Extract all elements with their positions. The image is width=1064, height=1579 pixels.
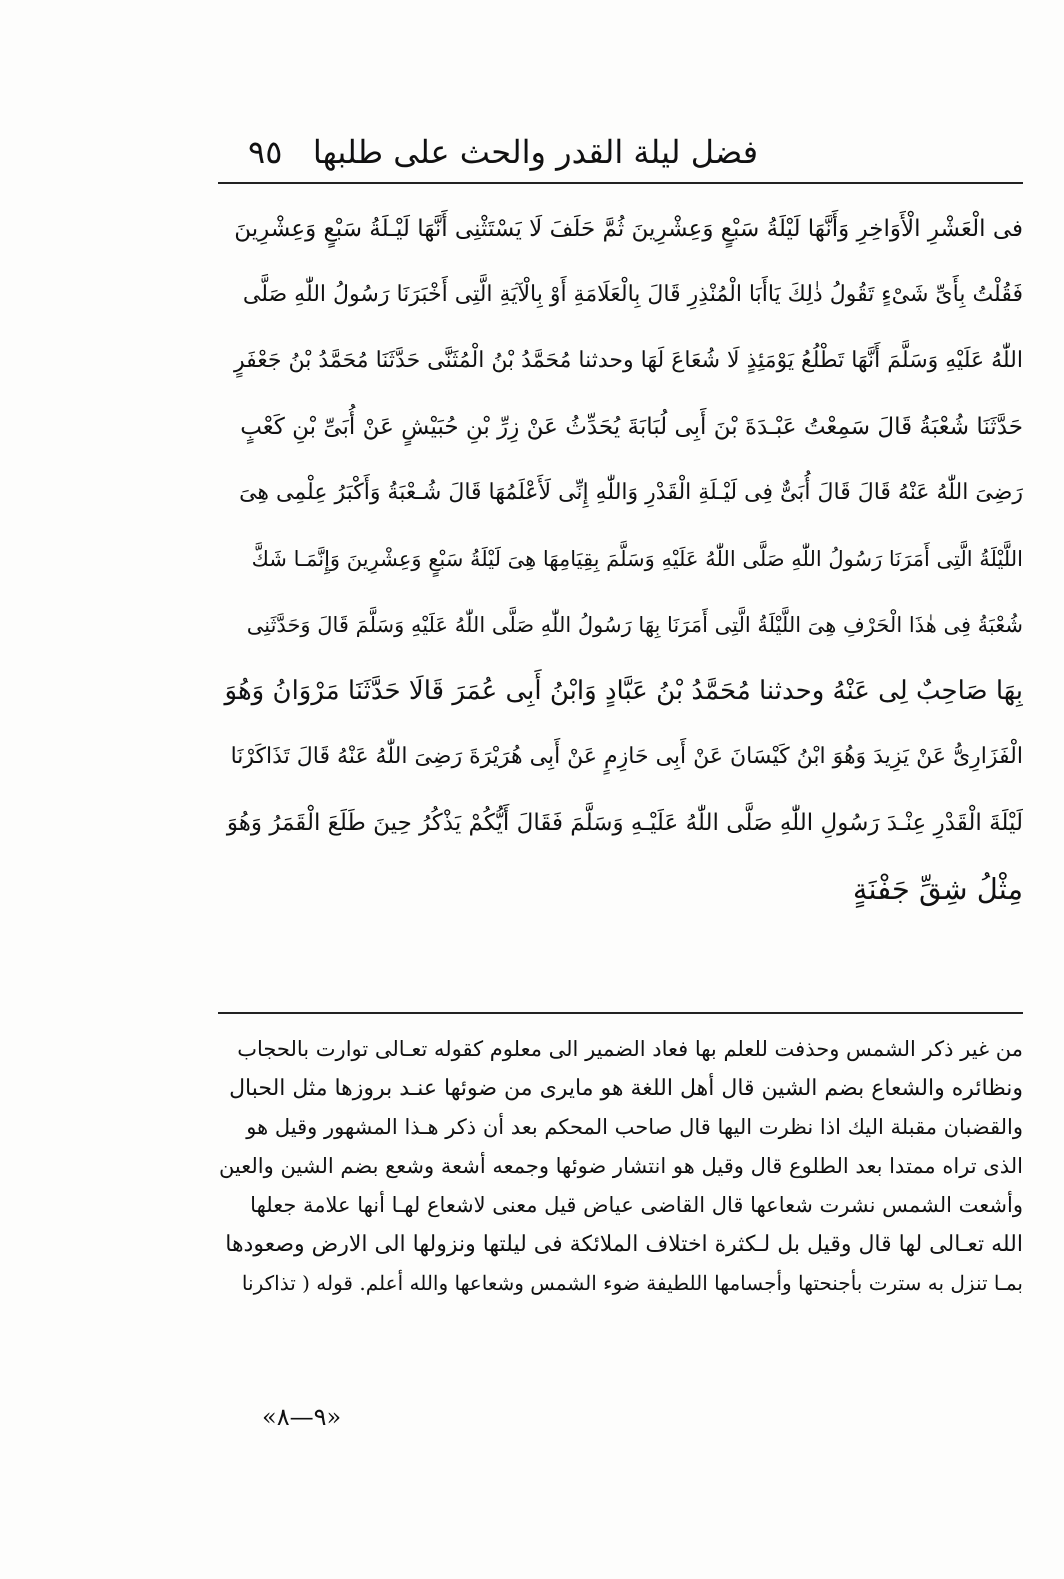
page-number: ٩٥ xyxy=(248,133,283,171)
text-line: الْفَزَارِىُّ عَنْ يَزِيدَ وَهُوَ ابْنُ كَيْسَانَ عَنْ أَبِى حَازِمٍ عَنْ أَبِى هُرَيْرَةَ رَضِىَ اللّٰهُ عَنْهُ قَالَ تَذَاكَرْنَا xyxy=(230,744,1023,769)
text-line: مِثْلُ شِقِّ جَفْنَةٍ xyxy=(852,872,1023,906)
footnote-line: من غير ذكر الشمس وحذفت للعلم بها فعاد الضمير الى معلوم كقوله تعـالى توارت بالحجاب xyxy=(237,1037,1023,1061)
text-line: حَدَّثَنَا شُعْبَةُ قَالَ سَمِعْتُ عَبْـدَةَ بْنَ أَبِى لُبَابَةَ يُحَدِّثُ عَنْ زِرِّ بْنِ حُبَيْشٍ عَنْ أُبَىِّ بْنِ كَعْبٍ xyxy=(240,414,1023,440)
text-line: فى الْعَشْرِ الْأَوَاخِرِ وَأَنَّهَا لَيْلَةُ سَبْعٍ وَعِشْرِينَ ثُمَّ حَلَفَ لَا يَسْتَثْنِى أَنَّهَا لَيْـلَةُ سَبْعٍ وَعِشْرِينَ xyxy=(234,216,1023,242)
running-title: فضل ليلة القدر والحث على طلبها xyxy=(312,133,758,171)
page-header xyxy=(218,128,1023,180)
text-line: اللَّيْلَةُ الَّتِى أَمَرَنَا رَسُولُ اللّٰهِ صَلَّى اللّٰهُ عَلَيْهِ وَسَلَّمَ بِقِيَامِهَا هِىَ لَيْلَةُ سَبْعٍ وَعِشْرِينَ وَإِنَّمَـا شَكَّ xyxy=(251,547,1023,571)
hadith-text xyxy=(218,196,1023,922)
footnote-line: بمـا تنزل به سترت بأجنحتها وأجسامها اللطيفة ضوء الشمس وشعاعها والله أعلم. قوله ( تذاكرنا xyxy=(241,1271,1023,1295)
text-line: بِهَا صَاحِبٌ لِى عَنْهُ وحدثنا مُحَمَّدُ بْنُ عَبَّادٍ وَابْنُ أَبِى عُمَرَ قَالَا حَدَّثَنَا مَرْوَانُ وَهُوَ xyxy=(224,676,1023,706)
text-line: فَقُلْتُ بِأَىِّ شَىْءٍ تَقُولُ ذٰلِكَ يَاأَبَا الْمُنْذِرِ قَالَ بِالْعَلَامَةِ أَوْ بِالْآيَةِ الَّتِى أَخْبَرَنَا رَسُولُ اللّٰهِ صَلَّى xyxy=(242,282,1023,307)
printer-signature-mark: «٩—٨» xyxy=(262,1403,342,1431)
footnote-rule xyxy=(218,1012,1023,1014)
header-rule xyxy=(218,182,1023,184)
text-line: لَيْلَةَ الْقَدْرِ عِنْـدَ رَسُولِ اللّٰهِ صَلَّى اللّٰهُ عَلَيْـهِ وَسَلَّمَ فَقَالَ أَيُّكُمْ يَذْكُرُ حِينَ طَلَعَ الْقَمَرُ وَهُوَ xyxy=(226,810,1023,836)
footnote-line: وأشعت الشمس نشرت شعاعها قال القاضى عياض قيل معنى لاشعاع لهـا أنها علامة جعلها xyxy=(250,1193,1023,1217)
text-line: شُعْبَةُ فِى هٰذَا الْحَرْفِ هِىَ اللَّيْلَةُ الَّتِى أَمَرَنَا بِهَا رَسُولُ اللّٰهِ صَلَّى اللّٰهُ عَلَيْهِ وَسَلَّمَ قَالَ وَحَدَّثَنِى xyxy=(246,613,1023,637)
commentary-footnotes xyxy=(218,1030,1023,1303)
footnote-line: الذى تراه ممتدا بعد الطلوع قال وقيل هو انتشار ضوئها وجمعه أشعة وشعع بضم الشين والعين xyxy=(218,1154,1023,1178)
footnote-line: الله تعـالى لها قال وقيل بل لـكثرة اختلاف الملائكة فى ليلتها ونزولها الى الارض وصعودها xyxy=(225,1232,1023,1257)
text-line: اللّٰهُ عَلَيْهِ وَسَلَّمَ أَنَّهَا تَطْلُعُ يَوْمَئِذٍ لَا شُعَاعَ لَهَا وحدثنا مُحَمَّدُ بْنُ الْمُثَنَّى حَدَّثَنَا مُحَمَّدُ بْنُ جَعْفَرٍ xyxy=(233,348,1023,373)
text-line: رَضِىَ اللّٰهُ عَنْهُ قَالَ قَالَ أُبَىٌّ فِى لَيْـلَةِ الْقَدْرِ وَاللّٰهِ إِنِّى لَأَعْلَمُهَا قَالَ شُـعْبَةُ وَأَكْبَرُ عِلْمِى هِىَ xyxy=(239,480,1023,505)
footnote-line: والقضبان مقبلة اليك اذا نظرت اليها قال صاحب المحكم بعد أن ذكر هـذا المشهور وقيل هو xyxy=(246,1115,1023,1139)
footnote-line: ونظائره والشعاع بضم الشين قال أهل اللغة هو مايرى من ضوئها عنـد بروزها مثل الحبال xyxy=(229,1076,1023,1101)
